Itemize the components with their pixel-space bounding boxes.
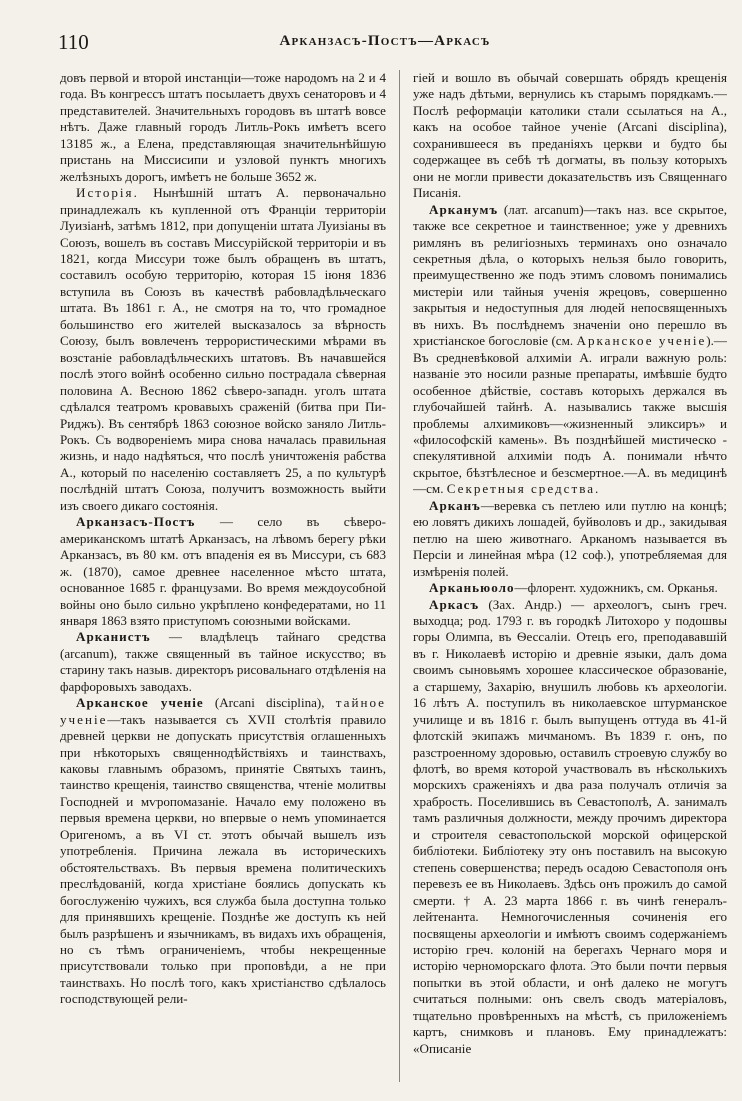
paragraph-text: довъ первой и второй инстанціи—тоже народомъ на 2 и 4 года. Въ конгрессъ штатъ посылаетъ двухъ сенаторовъ и 4 представителей. Значительныхъ городовъ въ штатѣ вовсе нѣтъ. Даже главный городъ Литль-Рокъ имѣетъ всего 13185 ж., а Елена, представляющая значительнѣйшую пристань на Миссисипи и узловой пунктъ многихъ желѣзныхъ дорогъ, имѣетъ не больше 3652 ж. [60,70,386,184]
entry-text: (лат. arcanum)—такъ наз. все скрытое, также все секретное и таинственное; уже у древнихъ римлянъ въ религіозныхъ терминахъ оно означало секретныя дѣла, о которыхъ нельзя было говорить, преимущественно же подъ этимъ словомъ понимались мистеріи или тайныя ученія жрецовъ, совершенно закрытыя и недоступныя для людей непосвященныхъ въ нихъ. Въ послѣднемъ значеніи оно перешло въ христіанское богословіе (см. [413,201,727,349]
entry-arkanskoe-uchenie [60,695,386,1008]
entry-arkan [413,498,727,580]
entry-arkas [413,597,727,1058]
entry-headword: Арканумъ [429,201,499,217]
entry-arkanist [60,629,386,695]
cross-reference: Арканское ученіе [576,333,707,349]
entry-alt-term: тайное ученіе [60,695,386,727]
entry-arkanyuolo [413,580,727,596]
history-lead: Исторія. [76,185,139,201]
entry-arkanzas-post [60,514,386,629]
history-paragraph [60,185,386,514]
page-header [58,30,712,58]
page-number: 110 [58,30,89,54]
left-column [60,70,386,1090]
entry-text: — село въ сѣверо-американскомъ штатѣ Арканзасъ, на лѣвомъ берегу рѣки Арканзасъ, въ 80 км. отъ впаденія ея въ Миссури, съ 683 ж. (1870), самое древнее населенное мѣсто штата, основанное 1685 г. французами. Во время междоусобной войны оно было сильно укрѣплено конфедератами, но 11 января 1863 взято приступомъ союзными войсками. [60,514,386,628]
running-head: Арканзасъ-Постъ—Аркасъ [279,33,491,49]
entry-text: —такъ называется съ XVII столѣтія правило древней церкви не допускать присутствія оглашенныхъ при нѣкоторыхъ священнодѣйствіяхъ и таинствахъ, каковы главнымъ образомъ, принятіе Святыхъ таинъ, таинство крещенія, таинство священства, чтеніе молитвы Господней и мѵропомазаніе. Начало ему положено въ первыя времена церкви, но впервые о немъ упоминается Оригеномъ, а въ VI ст. этотъ обычай вышелъ изъ употребленія. Причина лежала въ историческихъ обстоятельствахъ. Въ первыя времена политическихъ преслѣдованій, когда христіане боялись допускать къ богослуженію чужихъ, вся служба была доступна только для принявшихъ крещеніе. Позднѣе же доступъ къ ней былъ разрѣшенъ и язычникамъ, въ видахъ ихъ обращенія, но съ тѣмъ ограниченіемъ, чтобы некрещенные присутствовали только при проповѣди, а не при таинствахъ. Но послѣ того, какъ христіанство сдѣлалось господствующей рели- [60,711,386,1007]
entry-headword: Арканское ученіе [76,695,204,711]
entry-text: —флорент. художникъ, см. Орканья. [514,580,718,596]
right-column [413,70,727,1090]
entry-headword: Арканъ [429,497,481,513]
history-text: Нынѣшній штатъ А. первоначально принадлежалъ къ купленной отъ Франціи территоріи Луизіанѣ, затѣмъ 1812, при допущеніи штата Луизіаны въ Союзъ, вошелъ въ составъ Миссурійской территоріи и въ 1821, когда Миссури тоже былъ обращенъ въ штатъ, составилъ особую территорію, которая 15 іюня 1836 вступила въ Союзъ въ качествѣ рабовладѣльческаго штата. Въ 1861 г. А., не смотря на то, что громадное большинство его жителей высказалось за вѣрность Союзу, былъ вовлеченъ террористическими мѣрами въ возстаніе рабовладѣльческихъ штатовъ. Въ начавшейся послѣ этого войнѣ особенно сильно пострадала сѣверная половина А. Весною 1862 сѣверо-западн. уголъ штата сдѣлался театромъ кровавыхъ сраженій (битва при Пи-Риджъ). Въ сентябрѣ 1863 союзное войско заняло Литль-Рокъ. Съ водвореніемъ мира снова началась правильная жизнь, и надо надѣяться, что послѣ уничтоженія рабства А., который по населенію составляетъ 25, а по культурѣ послѣдній штатъ Союза, получитъ возможность выйти изъ своего дикаго состоянія. [60,185,386,513]
entry-text: — владѣлецъ тайнаго средства (arcanum), также священный въ тайное искусство; въ старину такъ назыв. директоръ рисовальнаго отдѣленія на фарфоровыхъ заводахъ. [60,629,386,694]
entry-text: (Зах. Андр.) — археологъ, сынъ греч. выходца; род. 1793 г. въ городкѣ Литохоро у подошвы горы Олимпа, въ Ѳессаліи. Отецъ его, преподававшій въ г. Николаевѣ исторію и древніе языки, далъ дома своимъ сыновьямъ хорошее классическое образованіе, а старшему, Захарію, внушилъ любовь къ археологіи. 16 лѣтъ А. поступилъ въ николаевское штурманское училище и въ 1816 г. былъ выпущенъ оттуда въ 41-й флотскій экипажъ мичманомъ. Въ 1839 г. онъ, по разстроенному здоровью, оставилъ строевую службу во флотѣ, во время которой участвовалъ въ нѣсколькихъ морскихъ сраженіяхъ и два раза получалъ отличія за храбрость. Поселившись въ Севастополѣ, А. занималъ тамъ различныя должности, между прочимъ директора и строителя севастопольской морской офицерской библіотеки. Библіотеку эту онъ поставилъ на высокую степень совершенства; передъ осадою Севастополя онъ перевезъ ее въ Николаевъ. Здѣсь онъ прожилъ до самой смерти. † А. 23 марта 1866 г. въ чинѣ генералъ-лейтенанта. Немногочисленныя сочиненія его посвящены археологіи и имѣютъ своимъ содержаніемъ исторію греч. колоній на берегахъ Чернаго моря и исторію черноморскаго флота. Это были почти первыя попытки въ этой области, и онѣ далеко не могутъ считаться полными: онъ свелъ сводъ матеріаловъ, тщательно провѣренныхъ на мѣстѣ, съ приложеніемъ картъ, снимковъ и плановъ. Ему принадлежатъ: «Описаніе [413,596,727,1056]
entry-headword: Аркасъ [429,596,480,612]
cross-reference: Секретныя средства [446,481,596,497]
entry-headword: Арканистъ [76,629,151,645]
entry-headword: Арканзасъ-Постъ [76,514,196,530]
entry-latin-term: (Arcani disciplina), [203,695,336,711]
paragraph-continued [413,70,727,202]
entry-text: . [595,481,599,497]
entry-text: —веревка съ петлею или путлю на концѣ; ею ловятъ дикихъ лошадей, буйволовъ и др., закидывая петлю на шею животнаго. Арканомъ называется въ Персіи и линейная мѣра (12 соф.), употребляемая для измѣренія полей. [413,497,727,579]
entry-text: ).—Въ средневѣковой алхиміи А. играли важную роль: названіе это носили разные препараты, имѣвшіе будто особенное дѣйствіе, составъ которыхъ держался въ глубочайшей тайнѣ. А. назывались также высшія проблемы алхимиковъ—«жизненный эликсиръ» и «философскій камень». Въ позднѣйшей мистическо - спекулятивной алхиміи подъ А. понимали нѣчто скрытое, бѣзтѣлесное и безсмертное.—А. въ медицинѣ—см. [413,333,727,497]
paragraph-text: гіей и вошло въ обычай совершать обрядъ крещенія уже надъ дѣтьми, вернулись къ старымъ порядкамъ.—Послѣ реформаціи католики стали ссылаться на А., какъ на особое тайное ученіе (Arcani disciplina), сохранившееся въ преданіяхъ церкви и будто бы содержащее въ себѣ тѣ догматы, въ пользу которыхъ они не могли привести доказательствъ изъ Священнаго Писанія. [413,70,727,201]
entry-headword: Арканьюоло [429,580,515,596]
paragraph-continued [60,70,386,185]
column-divider [399,70,400,1082]
entry-arkanum [413,202,727,498]
